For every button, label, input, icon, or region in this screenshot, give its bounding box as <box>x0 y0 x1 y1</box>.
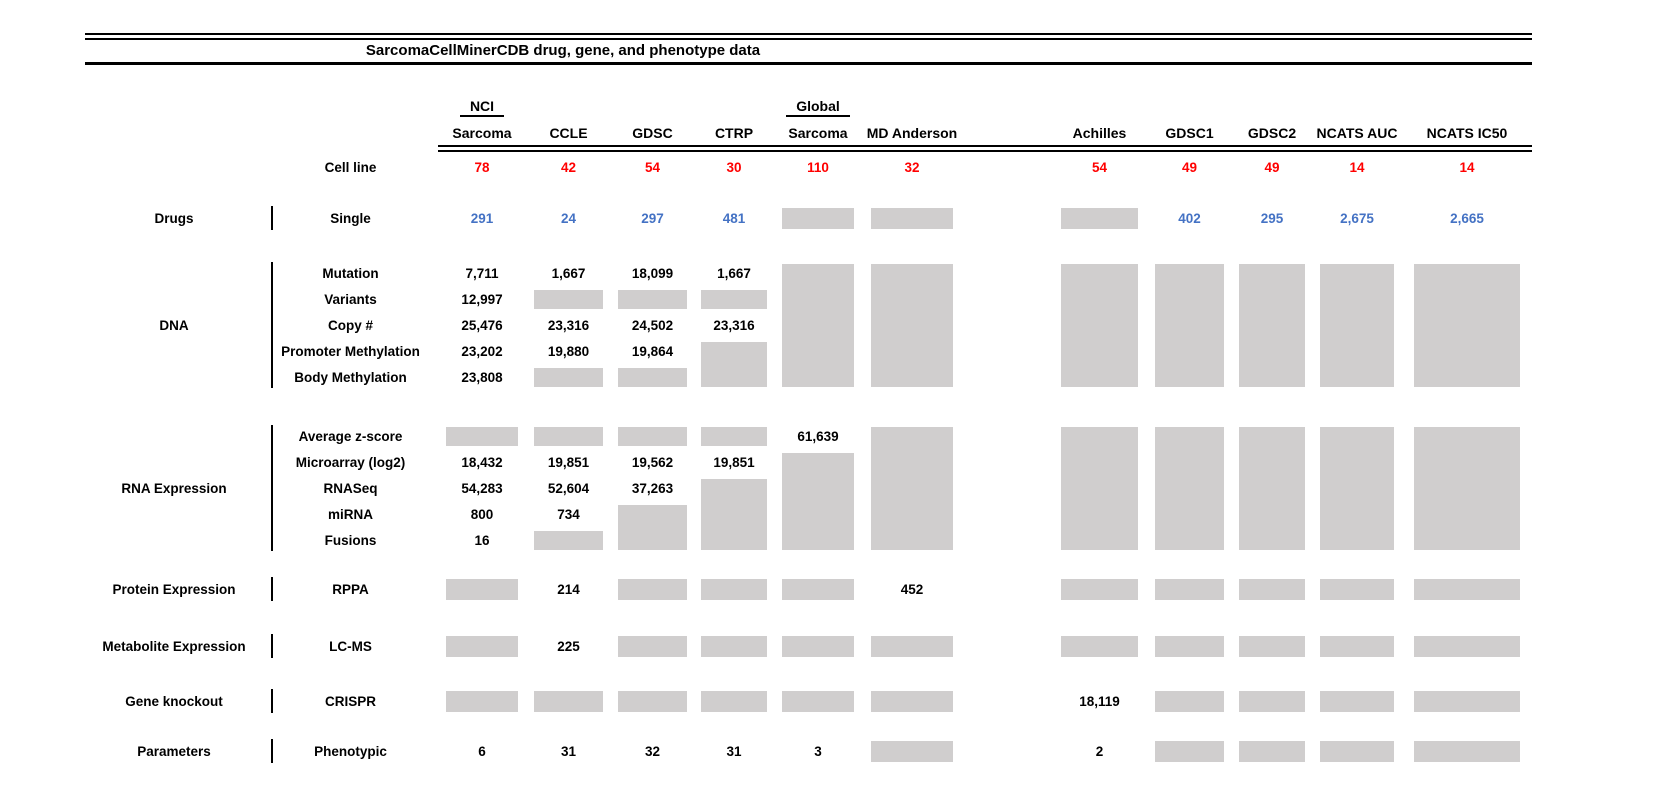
no-data-block <box>534 531 604 550</box>
cell-line-count: 30 <box>726 159 742 175</box>
cell-line-count: 32 <box>904 159 920 175</box>
no-data-block <box>1239 579 1305 600</box>
no-data-block <box>1155 427 1225 550</box>
data-value: 19,851 <box>547 454 590 470</box>
cell-line-count: 78 <box>474 159 490 175</box>
data-value: 214 <box>557 581 580 597</box>
no-data-block <box>701 636 767 657</box>
row-label: Body Methylation <box>294 369 407 385</box>
section-divider-bar <box>271 689 273 713</box>
category-label: DNA <box>159 317 189 333</box>
no-data-block <box>782 636 854 657</box>
cell-line-label: Cell line <box>324 159 377 175</box>
row-label: LC-MS <box>329 638 372 654</box>
data-value: 19,562 <box>631 454 674 470</box>
no-data-block <box>618 691 686 712</box>
no-data-block <box>1320 579 1394 600</box>
column-header: CTRP <box>714 125 754 141</box>
no-data-block <box>782 579 854 600</box>
column-group-label-text: NCI <box>460 98 504 117</box>
row-label: Variants <box>324 291 377 307</box>
column-header: GDSC <box>632 125 673 141</box>
no-data-block <box>534 691 604 712</box>
title-row <box>85 40 1532 62</box>
cell-line-count: 54 <box>1091 159 1108 175</box>
no-data-block <box>871 691 953 712</box>
section-drugs <box>85 204 1532 232</box>
no-data-block <box>701 579 767 600</box>
data-value: 291 <box>470 210 494 226</box>
no-data-block <box>1061 427 1139 550</box>
row-label: Phenotypic <box>314 743 387 759</box>
column-header-grid <box>85 95 1532 182</box>
no-data-block <box>1155 579 1225 600</box>
column-header: Sarcoma <box>452 125 512 141</box>
no-data-block <box>1061 579 1139 600</box>
no-data-block <box>871 427 953 550</box>
row-label: Copy # <box>327 317 373 333</box>
section-divider-bar <box>271 425 273 551</box>
no-data-block <box>618 505 686 550</box>
data-value: 402 <box>1178 210 1201 226</box>
data-value: 297 <box>641 210 664 226</box>
no-data-block <box>1320 427 1394 550</box>
no-data-block <box>1414 264 1521 387</box>
data-value: 3 <box>814 743 822 759</box>
section-protein-expression <box>85 575 1532 603</box>
no-data-block <box>782 264 854 387</box>
top-horizontal-rule <box>85 33 1532 40</box>
data-value: 19,851 <box>713 454 755 470</box>
column-header: GDSC1 <box>1165 125 1214 141</box>
no-data-block <box>446 636 518 657</box>
data-value: 52,604 <box>547 480 590 496</box>
data-value: 31 <box>726 743 742 759</box>
table-sections <box>85 204 1532 765</box>
no-data-block <box>1414 741 1521 762</box>
column-header: Achilles <box>1072 125 1127 141</box>
no-data-block <box>1414 427 1521 550</box>
no-data-block <box>446 427 518 446</box>
cell-line-count: 110 <box>807 159 829 175</box>
no-data-block <box>446 579 518 600</box>
section-divider-bar <box>271 739 273 763</box>
data-value: 18,099 <box>631 265 674 281</box>
row-label: Promoter Methylation <box>281 343 420 359</box>
no-data-block <box>1155 741 1225 762</box>
cell-line-count: 14 <box>1349 159 1365 175</box>
no-data-block <box>1155 691 1225 712</box>
no-data-block <box>534 368 604 387</box>
no-data-block <box>701 691 767 712</box>
data-value: 19,864 <box>631 343 674 359</box>
section-gene-knockout <box>85 687 1532 715</box>
no-data-block <box>1239 427 1305 550</box>
cell-line-count: 54 <box>644 159 661 175</box>
row-label: RNASeq <box>323 480 378 496</box>
column-header: GDSC2 <box>1247 125 1297 141</box>
category-label: Protein Expression <box>112 581 236 597</box>
data-value: 23,316 <box>713 317 755 333</box>
data-value: 24 <box>560 210 577 226</box>
no-data-block <box>618 368 686 387</box>
data-value: 31 <box>560 743 577 759</box>
section-divider-bar <box>271 634 273 658</box>
no-data-block <box>1061 208 1139 229</box>
data-value: 23,202 <box>461 343 503 359</box>
no-data-block <box>1320 636 1394 657</box>
no-data-block <box>1414 579 1521 600</box>
column-group-label-text: Global <box>786 98 850 117</box>
data-value: 12,997 <box>461 291 503 307</box>
row-label: Single <box>330 210 371 226</box>
data-value: 800 <box>470 506 494 522</box>
no-data-block <box>871 741 953 762</box>
no-data-block <box>1239 264 1305 387</box>
data-value: 18,432 <box>461 454 503 470</box>
no-data-block <box>1320 264 1394 387</box>
no-data-block <box>534 427 604 446</box>
figure-title: SarcomaCellMinerCDB drug, gene, and phenotype data <box>365 42 761 59</box>
section-metabolite-expression <box>85 632 1532 660</box>
no-data-block <box>1155 264 1225 387</box>
no-data-block <box>1320 741 1394 762</box>
no-data-block <box>1414 636 1521 657</box>
data-value: 24,502 <box>631 317 674 333</box>
data-value: 2 <box>1095 743 1104 759</box>
no-data-block <box>782 208 854 229</box>
data-value: 2,665 <box>1450 210 1484 226</box>
column-group-label <box>438 98 526 117</box>
data-value: 225 <box>557 638 580 654</box>
data-value: 6 <box>478 743 486 759</box>
data-value: 23,808 <box>461 369 503 385</box>
data-value: 23,316 <box>547 317 590 333</box>
data-value: 18,119 <box>1079 693 1120 709</box>
column-header: CCLE <box>549 125 588 141</box>
data-value: 54,283 <box>461 480 503 496</box>
section-dna <box>85 260 1532 390</box>
no-data-block <box>701 427 767 446</box>
category-label: Drugs <box>154 210 194 226</box>
data-value: 25,476 <box>461 317 503 333</box>
section-divider-bar <box>271 262 273 388</box>
category-label: Parameters <box>137 743 211 759</box>
no-data-block <box>618 427 686 446</box>
row-label: Fusions <box>324 532 377 548</box>
data-value: 2,675 <box>1340 210 1374 226</box>
data-value: 1,667 <box>717 265 751 281</box>
section-rna-expression <box>85 423 1532 553</box>
cell-line-count: 49 <box>1181 159 1198 175</box>
cell-line-count: 49 <box>1264 159 1280 175</box>
table-content <box>85 0 1532 765</box>
no-data-block <box>618 290 686 309</box>
data-value: 37,263 <box>631 480 674 496</box>
category-label: Gene knockout <box>125 693 223 709</box>
no-data-block <box>446 691 518 712</box>
no-data-block <box>1239 636 1305 657</box>
cell-line-count: 42 <box>560 159 577 175</box>
header-double-rule <box>438 145 1532 152</box>
no-data-block <box>701 342 767 387</box>
column-header: NCATS IC50 <box>1426 125 1508 141</box>
row-label: Mutation <box>322 265 379 281</box>
no-data-block <box>618 636 686 657</box>
row-label: Microarray (log2) <box>295 454 406 470</box>
section-divider-bar <box>271 206 273 230</box>
column-header: NCATS AUC <box>1316 125 1398 141</box>
data-value: 7,711 <box>465 265 499 281</box>
section-divider-bar <box>271 577 273 601</box>
no-data-block <box>871 636 953 657</box>
column-header: MD Anderson <box>866 125 958 141</box>
title-bottom-rule <box>85 62 1532 65</box>
no-data-block <box>1061 264 1139 387</box>
no-data-block <box>1239 741 1305 762</box>
no-data-block <box>782 691 854 712</box>
section-parameters <box>85 737 1532 765</box>
data-value: 19,880 <box>547 343 590 359</box>
no-data-block <box>782 453 854 550</box>
no-data-block <box>1320 691 1394 712</box>
no-data-block <box>871 208 953 229</box>
no-data-block <box>1061 636 1139 657</box>
no-data-block <box>701 290 767 309</box>
column-header: Sarcoma <box>788 125 848 141</box>
row-label: CRISPR <box>324 693 376 709</box>
data-value: 734 <box>557 506 580 522</box>
data-value: 295 <box>1260 210 1284 226</box>
row-label: RPPA <box>332 581 369 597</box>
no-data-block <box>871 264 953 387</box>
no-data-block <box>701 479 767 550</box>
no-data-block <box>1414 691 1521 712</box>
no-data-block <box>1155 636 1225 657</box>
data-value: 61,639 <box>797 428 839 444</box>
cell-line-count: 14 <box>1459 159 1475 175</box>
data-value: 32 <box>644 743 661 759</box>
category-label: Metabolite Expression <box>102 638 246 654</box>
column-group-label <box>774 98 862 117</box>
no-data-block <box>534 290 604 309</box>
no-data-block <box>1239 691 1305 712</box>
data-value: 481 <box>722 210 746 226</box>
no-data-block <box>618 579 686 600</box>
row-label: miRNA <box>327 506 373 522</box>
data-value: 452 <box>900 581 924 597</box>
data-value: 1,667 <box>551 265 586 281</box>
data-value: 16 <box>474 532 490 548</box>
category-label: RNA Expression <box>121 480 227 496</box>
row-label: Average z-score <box>298 428 403 444</box>
